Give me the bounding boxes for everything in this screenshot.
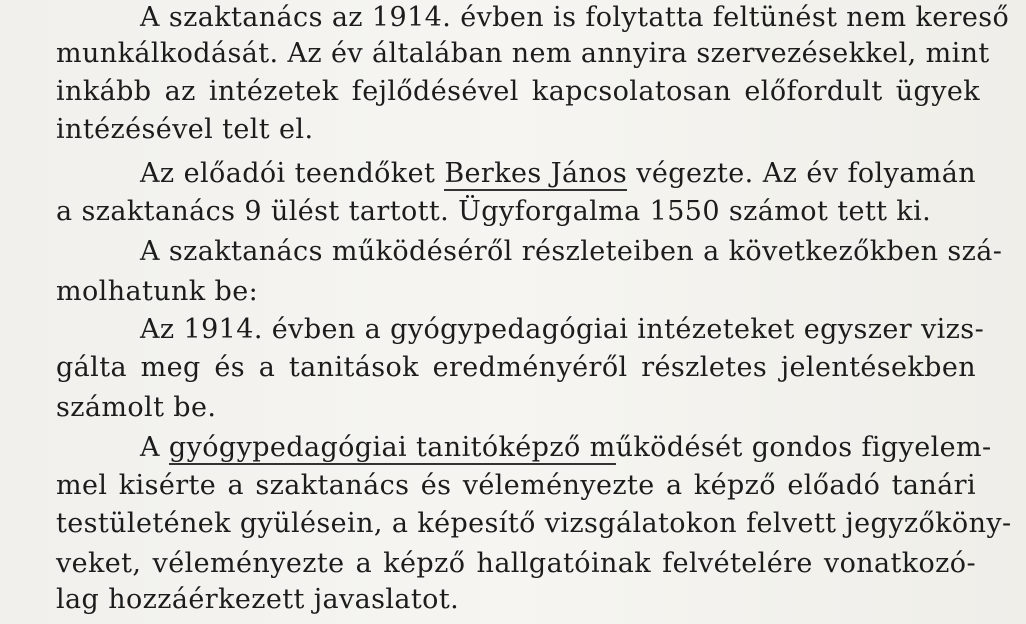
text-line-12 [140,430,992,466]
text-line-15: veket, véleményezte a képző hallgatóinak felvételére vonatkozó- [56,548,976,579]
text-line-2: munkálkodását. Az év általában nem annyira szervezésekkel, mint [56,38,990,69]
text-line-8: molhatunk be: [56,276,259,307]
text-line-11: számolt be. [56,392,217,423]
line-5-start: Az előadói teendőket [140,158,445,189]
line-12-end: űködését gondos figyelem- [615,432,992,463]
text-line-3: inkább az intézetek fejlődésével kapcsolatosan előfordult ügyek [56,76,980,107]
text-line-14: testületének gyülésein, a képesítő vizsgálatokon felvett jegyzőköny- [56,508,1012,539]
underlined-phrase: gyógypedagógiai tanitóképző m [168,432,616,463]
text-line-9: Az 1914. évben a gyógypedagógiai intézeteket egyszer vizs- [140,314,985,345]
text-line-6: a szaktanács 9 ülést tartott. Ügyforgalma 1550 számot tett ki. [56,196,932,227]
text-line-1: A szaktanács az 1914. évben is folytatta feltünést nem kereső [140,2,1010,33]
underlined-name: Berkes János [444,158,628,189]
text-line-5 [140,156,976,192]
text-line-13: mel kisérte a szaktanács és véleményezte a képző előadó tanári [56,470,976,501]
line-12-start: A [140,432,169,463]
text-line-10: gálta meg és a tanitások eredményéről részletes jelentésekben [56,352,976,383]
text-line-16: lag hozzáérkezett javaslatot. [56,584,460,615]
text-line-4: intézésével telt el. [56,114,314,145]
text-line-7: A szaktanács működéséről részleteiben a következőkben szá- [140,236,1003,267]
line-5-end: végezte. Az év folyamán [627,158,977,189]
